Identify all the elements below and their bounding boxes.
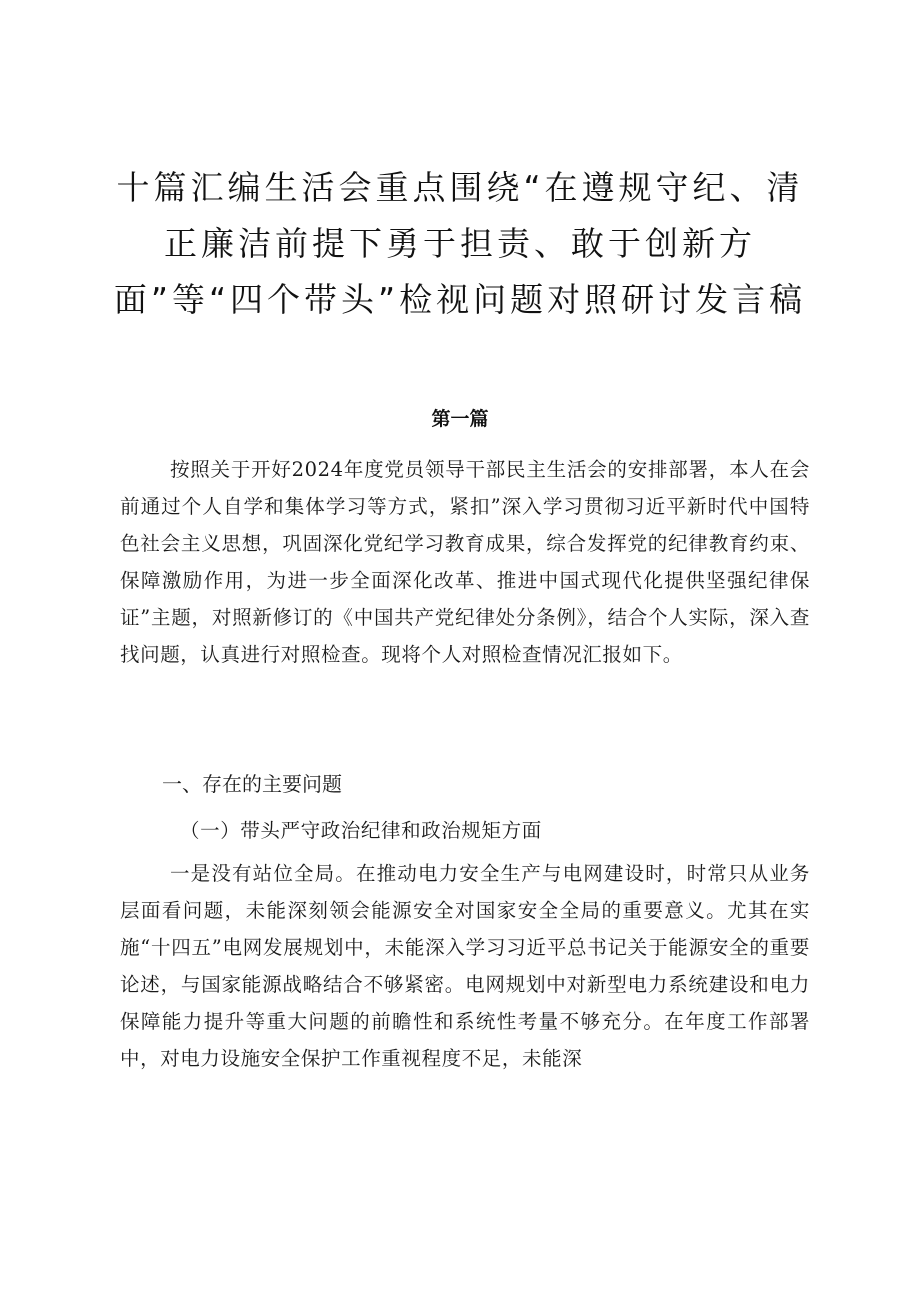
document-title: 十篇汇编生活会重点围绕“在遵规守纪、清正廉洁前提下勇于担责、敢于创新方面”等“四个带头”检视问题对照研讨发言稿 — [113, 168, 807, 319]
subheading-political-discipline: （一）带头严守政治纪律和政治规矩方面 — [180, 819, 542, 842]
body-paragraph: 一是没有站位全局。在推动电力安全生产与电网建设时，时常只从业务层面看问题，未能深刻领会能源安全对国家安全全局的重要意义。尤其在实施“十四五”电网发展规划中，未能深入学习习近平总书记关于能源安全的重要论述，与国家能源战略结合不够紧密。电网规划中对新型电力系统建设和电力保障能力提升等重大问题的前瞻性和系统性考量不够充分。在年度工作部署中，对电力设施安全保护工作重视程度不足，未能深 — [120, 862, 810, 1070]
section-label: 第一篇 — [431, 408, 489, 430]
intro-paragraph: 按照关于开好2024年度党员领导干部民主生活会的安排部署，本人在会前通过个人自学和集体学习等方式，紧扣”深入学习贯彻习近平新时代中国特色社会主义思想，巩固深化党纪学习教育成果，综合发挥党的纪律教育约束、保障激励作用，为进一步全面深化改革、推进中国式现代化提供坚强纪律保证”主题，对照新修订的《中国共产党纪律处分条例》，结合个人实际，深入查找问题，认真进行对照检查。现将个人对照检查情况汇报如下。 — [120, 458, 810, 666]
heading-main-problems: 一、存在的主要问题 — [162, 772, 342, 796]
